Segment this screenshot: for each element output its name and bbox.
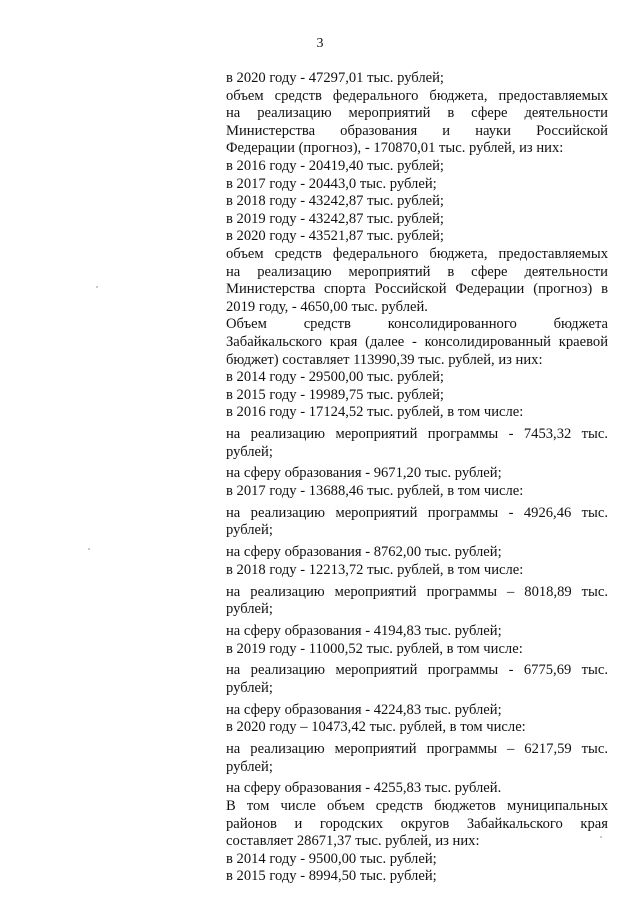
text-line: на реализацию мероприятий в сфере деятельности	[226, 263, 608, 280]
text-line: в 2014 году - 9500,00 тыс. рублей;	[226, 850, 437, 867]
text-line: на реализацию мероприятий программы - 4926,46 тыс.	[226, 504, 608, 521]
text-line: в 2017 году - 20443,0 тыс. рублей;	[226, 175, 437, 192]
text-line: в 2019 году - 43242,87 тыс. рублей;	[226, 210, 444, 227]
text-line: Забайкальского края (далее - консолидированный краевой	[226, 333, 608, 350]
text-line: рублей;	[226, 601, 273, 618]
text-line: на реализацию мероприятий в сфере деятельности	[226, 105, 608, 122]
text-line: в 2015 году - 19989,75 тыс. рублей;	[226, 386, 444, 403]
text-line: бюджет) составляет 113990,39 тыс. рублей, из них:	[226, 351, 543, 368]
text-line: в 2018 году - 12213,72 тыс. рублей, в том числе:	[226, 561, 524, 578]
text-line: Министерства образования и науки Российской	[226, 122, 608, 139]
text-line: рублей;	[226, 522, 273, 539]
text-line: на реализацию мероприятий программы – 8018,89 тыс.	[226, 583, 608, 600]
text-line: в 2015 году - 8994,50 тыс. рублей;	[226, 868, 437, 885]
page-number: 3	[316, 36, 324, 51]
text-line: на реализацию мероприятий программы - 7453,32 тыс.	[226, 426, 608, 443]
text-line: в 2019 году - 11000,52 тыс. рублей, в том числе:	[226, 640, 523, 657]
text-line: в 2014 году - 29500,00 тыс. рублей;	[226, 369, 444, 386]
text-line: в 2017 году - 13688,46 тыс. рублей, в том числе:	[226, 483, 524, 500]
text-line: на сферу образования - 4224,83 тыс. рублей;	[226, 701, 502, 718]
text-line: в 2016 году - 20419,40 тыс. рублей;	[226, 157, 444, 174]
text-line: в 2020 году - 43521,87 тыс. рублей;	[226, 228, 444, 245]
text-line: в 2020 году – 10473,42 тыс. рублей, в том числе:	[226, 719, 526, 736]
text-line: Объем средств консолидированного бюджета	[226, 316, 608, 333]
text-line: Федерации (прогноз), - 170870,01 тыс. рублей, из них:	[226, 140, 564, 157]
document-body	[226, 70, 608, 886]
text-line: на реализацию мероприятий программы - 6775,69 тыс.	[226, 662, 608, 679]
text-line: на реализацию мероприятий программы – 6217,59 тыс.	[226, 741, 608, 758]
text-line: районов и городских округов Забайкальского края	[226, 815, 608, 832]
text-line: Министерства спорта Российской Федерации (прогноз) в	[226, 281, 608, 298]
text-line: объем средств федерального бюджета, предоставляемых	[226, 87, 608, 104]
scan-speck	[600, 836, 602, 838]
text-line: объем средств федерального бюджета, предоставляемых	[226, 245, 608, 262]
text-line: в 2018 году - 43242,87 тыс. рублей;	[226, 193, 444, 210]
text-line: рублей;	[226, 758, 273, 775]
scan-speck	[88, 548, 90, 550]
text-line: рублей;	[226, 679, 273, 696]
text-line: составляет 28671,37 тыс. рублей, из них:	[226, 833, 480, 850]
text-line: рублей;	[226, 443, 273, 460]
text-line: в 2016 году - 17124,52 тыс. рублей, в том числе:	[226, 404, 524, 421]
text-line: 2019 году, - 4650,00 тыс. рублей.	[226, 298, 428, 315]
text-line: на сферу образования - 4194,83 тыс. рублей;	[226, 622, 502, 639]
text-line: на сферу образования - 8762,00 тыс. рублей;	[226, 544, 502, 561]
text-line: В том числе объем средств бюджетов муниципальных	[226, 798, 608, 815]
text-line: в 2020 году - 47297,01 тыс. рублей;	[226, 70, 444, 86]
text-line: на сферу образования - 4255,83 тыс. рублей.	[226, 780, 502, 797]
scan-speck	[96, 286, 98, 288]
text-line: на сферу образования - 9671,20 тыс. рублей;	[226, 465, 502, 482]
